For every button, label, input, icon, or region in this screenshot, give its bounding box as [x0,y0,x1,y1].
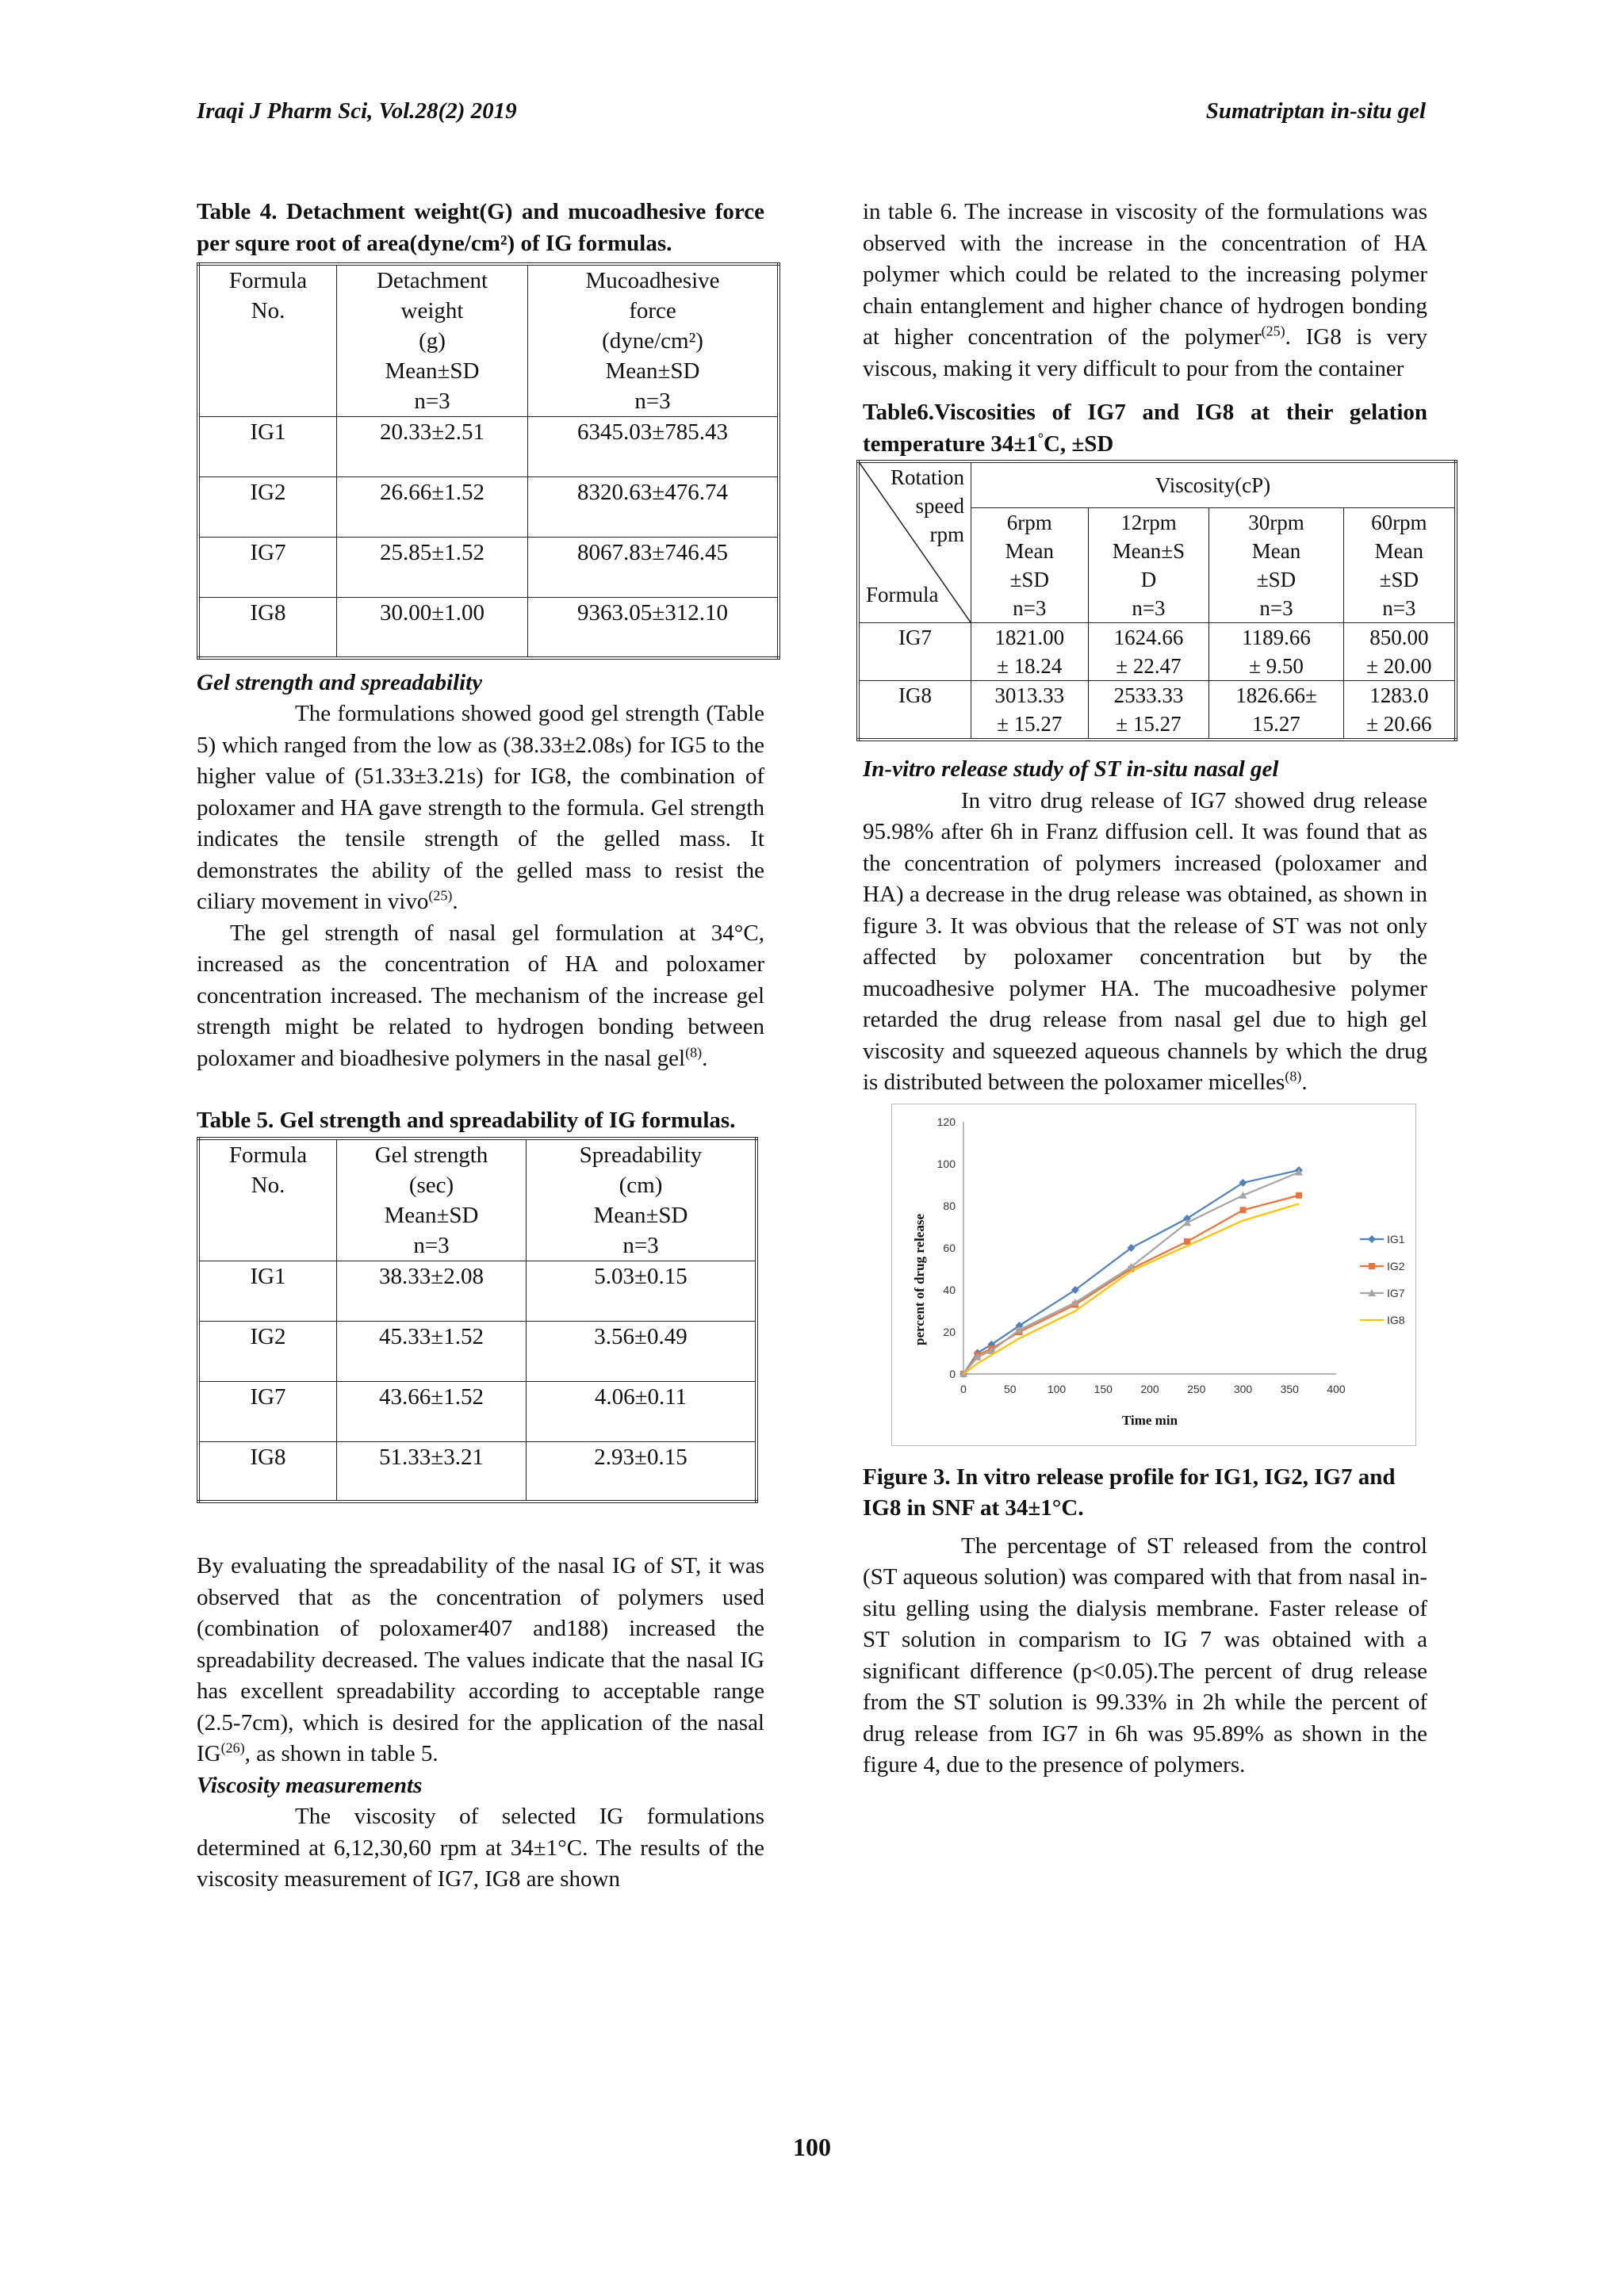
page-number: 100 [793,2133,831,2161]
header-line: weight [400,298,464,323]
table4-header-formula [198,264,337,417]
data-point-ig2 [1240,1207,1247,1213]
cell-line: 1821.00 [994,626,1065,649]
header-line: (sec) [408,1172,454,1198]
header-line: Mean±SD [605,358,700,384]
series-line-ig2 [963,1195,1299,1373]
header-line: ±SD [1379,568,1419,591]
table5 [197,1137,758,1504]
table-cell: 51.33±3.21 [337,1441,527,1502]
table-row [198,1381,756,1441]
cell-line: ± 22.47 [1116,654,1182,678]
table-cell: 25.85±1.52 [337,538,528,598]
viscosity-para: The viscosity of selected IG formulations determined at 6,12,30,60 rpm at 34±1°C. The results of the viscosity measurement of IG7, IG8 are shown [197,1804,764,1892]
header-line: Formula [228,1142,308,1168]
header-line: ±SD [1009,568,1049,591]
table5-caption: Table 5. Gel strength and spreadability of IG formulas. [197,1108,736,1133]
table-cell: 38.33±2.08 [337,1261,527,1321]
table-cell: IG8 [198,1441,337,1502]
table-cell: 26.66±1.52 [337,477,528,538]
table6 [856,460,1457,741]
legend-label: IG1 [1387,1232,1405,1246]
x-tick-label: 400 [1327,1382,1346,1395]
x-tick-label: 100 [1047,1382,1067,1395]
para-text: The formulations showed good gel strength (Table 5) which ranged from the low as (38.33±2.08s) for IG5 to the higher value of (51.33±3.21s) for IG8, the combination of poloxamer and HA gave strength to the formula. Gel strength indicates the tensile strength of the gelled mass. It demonstrates the ability of the gelled mass to resist the ciliary movement in vivo [197,701,764,914]
row-label: IG7 [858,623,971,681]
table-cell [1088,681,1209,740]
table-cell: 8067.83±746.45 [528,538,779,598]
table-cell [1209,681,1343,740]
table6-caption [863,397,1427,460]
y-tick-label: 0 [949,1367,956,1380]
invitro-para [863,786,1427,1099]
cell-line: 1624.66 [1113,626,1184,649]
corner-bottom-label: Formula [866,583,939,607]
header-line: D [1140,568,1157,591]
table-cell: 45.33±1.52 [337,1321,527,1381]
table-row [198,598,779,658]
table-header-row [198,264,779,417]
header-line: Mean [1374,539,1424,563]
legend-label: IG7 [1387,1286,1405,1299]
row-label: IG8 [858,681,971,740]
viscosity-para-cont [863,197,1427,385]
gel-strength-para2 [197,918,764,1075]
table-cell [1088,623,1209,681]
figure3-chart-box [891,1104,1416,1446]
caption-text-end: C, ±SD [1043,430,1114,457]
cell-line: ± 20.66 [1366,712,1432,736]
para-text: The gel strength of nasal gel formulation at 34°C, increased as the concentration of HA and poloxamer concentration increased. The mechanism of the increase gel strength might be related to hydrogen bonding between poloxamer and bioadhesive polymers in the nasal gel [197,920,764,1071]
cell-line: 850.00 [1369,626,1429,649]
cell-line: ± 9.50 [1249,654,1304,678]
header-line: Spreadability [579,1142,703,1168]
corner-line: speed [915,494,964,518]
table-header-row [858,461,1456,508]
table-cell: 30.00±1.00 [337,598,528,658]
header-line: n=3 [1132,596,1166,620]
y-tick-label: 80 [943,1199,956,1212]
header-line: Mucoadhesive [585,268,720,293]
header-line: n=3 [1259,596,1293,620]
cell-line: 2533.33 [1113,683,1184,707]
header-line: Mean±SD [385,358,480,384]
final-para: The percentage of ST released from the control (ST aqueous solution) was compared with that from nasal in-situ gelling using the dialysis membrane. Faster release of ST solution in comparism to IG 7 was obtained with a significant difference (p<0.05).The percent of drug release from the ST solution is 99.33% in 2h while the percent of drug release from IG7 in 6h was 95.89% as shown in the figure 4, due to the presence of polymers. [863,1533,1427,1777]
table4-header-weight [337,264,528,417]
header-line: force [629,298,676,323]
table-row [858,681,1456,740]
para-end: . [452,889,458,914]
table-row [858,623,1456,681]
series-line-ig7 [963,1172,1299,1373]
table-cell: IG7 [198,1381,337,1441]
table-row [198,1321,756,1381]
citation: (25) [1261,323,1285,339]
header-line: ±SD [1256,568,1297,591]
x-tick-label: 200 [1140,1382,1159,1395]
figure3-caption: Figure 3. In vitro release profile for IG1, IG2, IG7 and IG8 in SNF at 34±1°C. [863,1464,1396,1521]
table-cell: 43.66±1.52 [337,1381,527,1441]
legend-label: IG2 [1387,1259,1405,1272]
table-cell: IG2 [198,1321,337,1381]
gel-strength-para1 [197,698,764,918]
header-line: Gel strength [374,1142,488,1168]
y-axis-label: percent of drug release [912,1213,927,1345]
cell-line: ± 15.27 [997,712,1063,736]
col-header-12rpm [1088,508,1209,623]
table-row [198,1261,756,1321]
table-cell [1209,623,1343,681]
cell-line: 1189.66 [1242,626,1311,649]
corner-line: rpm [929,522,964,546]
header-line: (dyne/cm²) [602,328,703,354]
citation: (8) [685,1043,703,1060]
running-header-title: Sumatriptan in-situ gel [1205,98,1426,124]
table4-caption: Table 4. Detachment weight(G) and mucoadhesive force per squre root of area(dyne/cm²) of IG formulas. [197,199,764,256]
invitro-heading: In-vitro release study of ST in-situ nasal gel [863,756,1279,782]
cell-line: 1283.0 [1369,683,1429,707]
col-header-30rpm [1209,508,1343,623]
table-row [198,477,779,538]
header-line: 30rpm [1248,511,1304,534]
para-text: in table 6. The increase in viscosity of the formulations was observed with the increase in the concentration of HA polymer which could be related to the increasing polymer chain entanglement and higher chance of hydrogen bonding at higher concentration of the polymer [863,199,1427,350]
table-cell: IG7 [198,538,337,598]
header-line: Mean [1251,539,1301,563]
y-tick-label: 20 [943,1325,956,1338]
cell-line: ± 20.00 [1366,654,1432,678]
table-cell: 20.33±2.51 [337,417,528,477]
citation: (8) [1285,1068,1302,1085]
header-line: n=3 [413,1232,450,1258]
cell-line: ± 15.27 [1116,712,1182,736]
y-tick-label: 100 [936,1157,956,1170]
cell-line: ± 18.24 [997,654,1063,678]
release-profile-chart [892,1104,1415,1445]
header-line: Mean±S [1112,539,1185,563]
para-end: . IG8 is very viscous, making it very difficult to pour from the container [863,324,1427,381]
table-row [198,538,779,598]
y-tick-label: 120 [936,1115,956,1128]
table4-header-force [528,264,779,417]
header-line: n=3 [634,388,671,414]
table5-header-formula [198,1138,337,1261]
table-cell: 3.56±0.49 [527,1321,757,1381]
header-line: Mean [1005,539,1055,563]
table-cell: 4.06±0.11 [527,1381,757,1441]
citation: (25) [428,887,453,904]
table5-header-gel-strength [337,1138,527,1261]
table-cell: IG1 [198,1261,337,1321]
x-tick-label: 250 [1187,1382,1206,1395]
header-line: 12rpm [1120,511,1177,534]
table-cell: IG1 [198,417,337,477]
degree-mark: ° [1037,429,1044,446]
series-line-ig8 [963,1203,1299,1374]
table6-corner-cell [858,461,971,623]
col-header-60rpm [1343,508,1456,623]
x-tick-label: 150 [1094,1382,1113,1395]
right-column [863,197,1432,1781]
header-line: n=3 [1013,596,1047,620]
x-tick-label: 0 [960,1382,967,1395]
col-header-6rpm [971,508,1089,623]
table-cell: 2.93±0.15 [527,1441,757,1502]
citation: (26) [220,1739,245,1756]
header-line: (cm) [619,1172,663,1198]
legend-label: IG8 [1387,1313,1405,1326]
cell-line: 1826.66± [1235,683,1317,707]
y-tick-label: 40 [943,1283,956,1296]
x-axis-label: Time min [1121,1412,1178,1428]
data-point-ig2 [1296,1192,1302,1198]
cell-line: 3013.33 [994,683,1065,707]
table-cell: IG2 [198,477,337,538]
table4 [197,262,780,660]
x-tick-label: 350 [1280,1382,1299,1395]
table-row [198,1441,756,1502]
x-tick-label: 300 [1233,1382,1253,1395]
x-tick-label: 50 [1003,1382,1017,1395]
header-line: n=3 [414,388,450,414]
corner-top-label [860,463,971,549]
cell-line: 15.27 [1252,712,1300,736]
legend-marker [1368,1235,1376,1243]
header-line: 6rpm [1006,511,1052,534]
table-header-row [198,1138,756,1261]
data-point-ig2 [1184,1238,1190,1245]
caption-text: Table6.Viscosities of IG7 and IG8 at their gelation temperature 34±1 [863,400,1427,457]
header-line: Mean±SD [593,1202,688,1228]
header-line: Detachment [376,268,488,293]
spreadability-para [197,1551,764,1770]
table-cell [1343,681,1456,740]
header-line: n=3 [622,1232,659,1258]
table-cell: 5.03±0.15 [527,1261,757,1321]
header-line: n=3 [1382,596,1416,620]
header-line: 60rpm [1371,511,1427,534]
para-end: . [702,1045,708,1071]
corner-line: Rotation [891,465,964,489]
table-row [198,417,779,477]
table-cell [971,623,1089,681]
table5-header-spreadability [527,1138,757,1261]
para-end: . [1301,1070,1308,1095]
header-line: No. [251,298,285,323]
header-line: (g) [419,328,446,354]
viscosity-heading: Viscosity measurements [197,1772,423,1798]
table-cell: 8320.63±476.74 [528,477,779,538]
table-cell [1343,623,1456,681]
para-text: By evaluating the spreadability of the nasal IG of ST, it was observed that as the concentration of polymers used (combination of poloxamer407 and188) increased the spreadability decreased. The values indicate that the nasal IG has excellent spreadability according to acceptable range (2.5-7cm), which is desired for the application of the nasal IG [197,1553,764,1766]
header-line: Mean±SD [384,1202,479,1228]
running-header-journal: Iraqi J Pharm Sci, Vol.28(2) 2019 [197,98,517,124]
table-cell [971,681,1089,740]
legend-marker [1369,1263,1375,1269]
gel-strength-heading: Gel strength and spreadability [197,669,483,695]
header-line: No. [251,1172,285,1198]
para-text: In vitro drug release of IG7 showed drug release 95.98% after 6h in Franz diffusion cell. It was found that as the concentration of polymers increased (poloxamer and HA) a decrease in the drug release was obtained, as shown in figure 3. It was obvious that the release of ST was not only affected by poloxamer concentration but by the mucoadhesive polymer HA. The mucoadhesive polymer retarded the drug release from nasal gel due to high gel viscosity and squeezed aqueous channels by which the drug is distributed between the poloxamer micelles [863,787,1427,1095]
header-line: Formula [228,268,308,293]
table-cell: IG8 [198,598,337,658]
para-end: , as shown in table 5. [244,1741,439,1766]
viscosity-header: Viscosity(cP) [971,461,1457,508]
table-cell: 9363.05±312.10 [528,598,779,658]
left-column [197,197,764,1896]
y-tick-label: 60 [943,1241,956,1254]
table-cell: 6345.03±785.43 [528,417,779,477]
